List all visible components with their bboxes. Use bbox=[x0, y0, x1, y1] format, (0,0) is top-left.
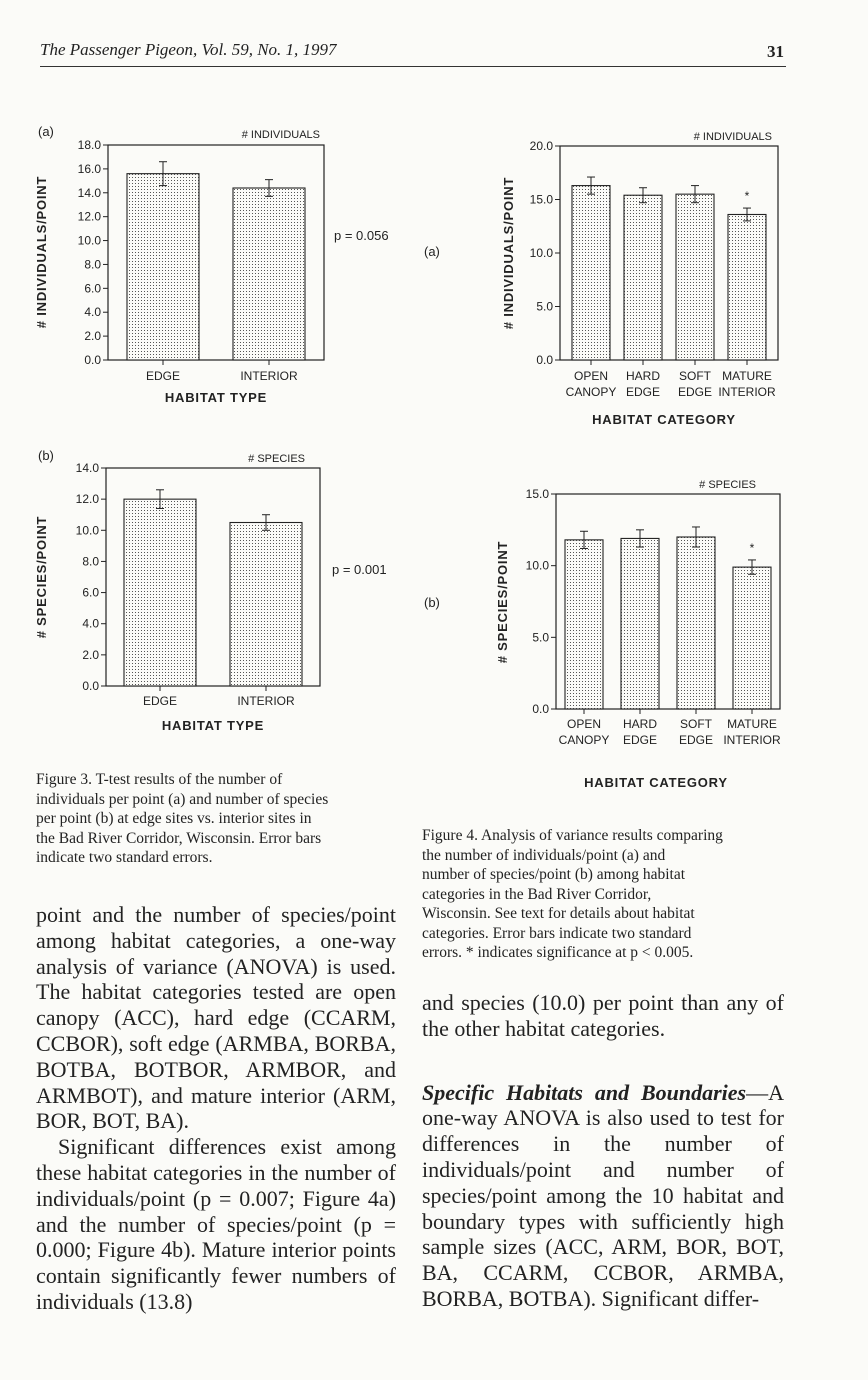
y-tick-label: 15.0 bbox=[525, 487, 549, 501]
x-axis-label: HABITAT TYPE bbox=[161, 718, 265, 733]
y-tick-label: 15.0 bbox=[529, 192, 553, 207]
y-tick-label: 10.0 bbox=[75, 523, 99, 538]
bar bbox=[621, 538, 659, 709]
y-tick-label: 20.0 bbox=[529, 139, 553, 153]
bar bbox=[565, 540, 603, 709]
panel-label: (b) bbox=[424, 595, 440, 610]
y-tick-label: 2.0 bbox=[84, 329, 101, 344]
bar bbox=[676, 194, 714, 360]
p-value-annotation: p = 0.001 bbox=[332, 562, 387, 577]
body-paragraph: point and the number of species/point among habitat categories, a one-way analysis of variance (ANOVA) is used. The habitat categories tested are open canopy (ACC), hard edge (CCARM, CCBOR), soft edge (ARMBA, BORBA, BOTBA, BOTBOR, ARMBOR, and ARMBOT), and mature interior (ARM, BOR, BOT, BA). bbox=[36, 902, 396, 1134]
x-tick-label: MATURE bbox=[727, 717, 777, 731]
y-tick-label: 2.0 bbox=[82, 647, 99, 662]
caption-line: Figure 4. Analysis of variance results comparing bbox=[422, 827, 723, 844]
caption-line: the Bad River Corridor, Wisconsin. Error bars bbox=[36, 829, 322, 847]
x-tick-label: EDGE bbox=[142, 694, 178, 708]
body-right-column bbox=[422, 990, 784, 1312]
caption-line: categories in the Bad River Corridor, bbox=[422, 885, 652, 903]
y-tick-label: 16.0 bbox=[77, 161, 101, 176]
x-tick-label: EDGE bbox=[145, 369, 181, 383]
bar bbox=[572, 186, 610, 360]
y-tick-label: 10.0 bbox=[529, 246, 553, 260]
y-tick-label: 10.0 bbox=[525, 558, 549, 573]
y-tick-label: 10.0 bbox=[77, 233, 101, 248]
bar bbox=[677, 537, 715, 709]
y-tick-label: 0.0 bbox=[532, 702, 549, 716]
figure-3-caption bbox=[36, 770, 416, 868]
x-tick-label: HARD bbox=[625, 369, 661, 383]
caption-line: errors. * indicates significance at p < 0.005. bbox=[422, 944, 694, 961]
x-tick-label: EDGE bbox=[678, 733, 714, 747]
y-tick-label: 14.0 bbox=[77, 185, 101, 200]
x-tick-label: EDGE bbox=[622, 733, 658, 747]
x-axis-label: HABITAT CATEGORY bbox=[584, 775, 728, 790]
caption-line: Wisconsin. See text for details about habitat bbox=[422, 905, 695, 922]
caption-line: indicate two standard errors. bbox=[36, 849, 213, 866]
paragraph-text: A one-way ANOVA is also used to test for differences in the number of individuals/point and number of species/point among the 10 habitat and boundary types with sufficiently high sample sizes (ACC, ARM, BOR, BOT, BA, CCARM, CCBOR, ARMBA, BORBA, BOTBA). Significant differ- bbox=[422, 1079, 784, 1311]
x-axis-label: HABITAT CATEGORY bbox=[592, 412, 736, 427]
x-tick-label: OPEN bbox=[573, 369, 609, 383]
y-tick-label: 5.0 bbox=[532, 630, 549, 645]
x-tick-label: INTERIOR bbox=[237, 694, 295, 708]
y-tick-label: 5.0 bbox=[536, 299, 553, 314]
caption-line: the number of individuals/point (a) and bbox=[422, 846, 666, 864]
x-tick-label: INTERIOR bbox=[723, 733, 781, 747]
y-tick-label: 0.0 bbox=[536, 353, 553, 367]
y-tick-label: 0.0 bbox=[84, 353, 101, 367]
panel-label: (b) bbox=[38, 448, 54, 463]
x-tick-label: MATURE bbox=[722, 369, 772, 383]
body-paragraph: Significant differences exist among these habitat categories in the number of individuals/point (p = 0.007; Figure 4a) and the number of species/point (p = 0.000; Figure 4b). Mature interior points contain significantly fewer numbers of individuals (13.8) bbox=[36, 1134, 396, 1314]
body-paragraph: and species (10.0) per point than any of the other habitat categories. bbox=[422, 990, 784, 1041]
y-axis-label: # INDIVIDUALS/POINT bbox=[501, 176, 516, 330]
caption-line: Figure 3. T-test results of the number of bbox=[36, 771, 283, 788]
y-tick-label: 8.0 bbox=[82, 554, 99, 569]
chart-fig3b bbox=[34, 448, 387, 733]
x-tick-label: EDGE bbox=[625, 385, 661, 399]
y-tick-label: 0.0 bbox=[82, 679, 99, 693]
chart-fig4b bbox=[424, 479, 781, 790]
y-tick-label: 12.0 bbox=[77, 209, 101, 224]
caption-line: individuals per point (a) and number of species bbox=[36, 790, 329, 808]
significance-star: * bbox=[744, 189, 750, 204]
x-tick-label: INTERIOR bbox=[718, 385, 776, 399]
page-number: 31 bbox=[767, 42, 784, 61]
x-tick-label: SOFT bbox=[679, 369, 711, 383]
chart-title: # INDIVIDUALS bbox=[241, 129, 320, 141]
caption-line: categories. Error bars indicate two standard bbox=[422, 924, 692, 942]
y-tick-label: 4.0 bbox=[82, 616, 99, 631]
significance-star: * bbox=[749, 540, 755, 555]
x-tick-label: CANOPY bbox=[565, 385, 617, 399]
x-tick-label: HARD bbox=[622, 717, 658, 731]
figure-4-caption bbox=[422, 826, 822, 963]
bar bbox=[233, 188, 305, 360]
body-left-column bbox=[36, 902, 396, 1315]
bar bbox=[124, 499, 196, 686]
y-tick-label: 4.0 bbox=[84, 305, 101, 320]
x-tick-label: SOFT bbox=[680, 717, 712, 731]
chart-fig3a bbox=[34, 124, 389, 405]
y-tick-label: 12.0 bbox=[75, 492, 99, 507]
x-tick-label: INTERIOR bbox=[240, 369, 298, 383]
chart-title: # SPECIES bbox=[248, 453, 305, 465]
em-dash: — bbox=[746, 1079, 769, 1105]
caption-line: per point (b) at edge sites vs. interior sites in bbox=[36, 810, 312, 827]
caption-line: number of species/point (b) among habitat bbox=[422, 866, 686, 883]
y-tick-label: 6.0 bbox=[82, 585, 99, 600]
y-tick-label: 8.0 bbox=[84, 257, 101, 272]
chart-title: # INDIVIDUALS bbox=[693, 131, 772, 143]
y-axis-label: # INDIVIDUALS/POINT bbox=[34, 175, 49, 329]
p-value-annotation: p = 0.056 bbox=[334, 228, 389, 243]
x-tick-label: CANOPY bbox=[558, 733, 610, 747]
body-paragraph bbox=[422, 1080, 784, 1312]
y-tick-label: 6.0 bbox=[84, 281, 101, 296]
x-tick-label: EDGE bbox=[677, 385, 713, 399]
bar bbox=[127, 174, 199, 360]
chart-title: # SPECIES bbox=[699, 479, 756, 491]
panel-label: (a) bbox=[424, 244, 440, 259]
section-runin-heading: Specific Habitats and Boundaries bbox=[422, 1079, 747, 1105]
bar bbox=[733, 567, 771, 709]
y-tick-label: 18.0 bbox=[77, 138, 101, 152]
bar bbox=[230, 523, 302, 687]
x-axis-label: HABITAT TYPE bbox=[164, 390, 268, 405]
bar bbox=[624, 195, 662, 360]
y-axis-label: # SPECIES/POINT bbox=[34, 515, 49, 639]
journal-title: The Passenger Pigeon, Vol. 59, No. 1, 1997 bbox=[40, 40, 337, 59]
chart-fig4a bbox=[424, 131, 778, 427]
x-tick-label: OPEN bbox=[566, 717, 602, 731]
y-axis-label: # SPECIES/POINT bbox=[495, 540, 510, 664]
bar bbox=[728, 214, 766, 360]
panel-label: (a) bbox=[38, 124, 54, 139]
y-tick-label: 14.0 bbox=[75, 461, 99, 475]
